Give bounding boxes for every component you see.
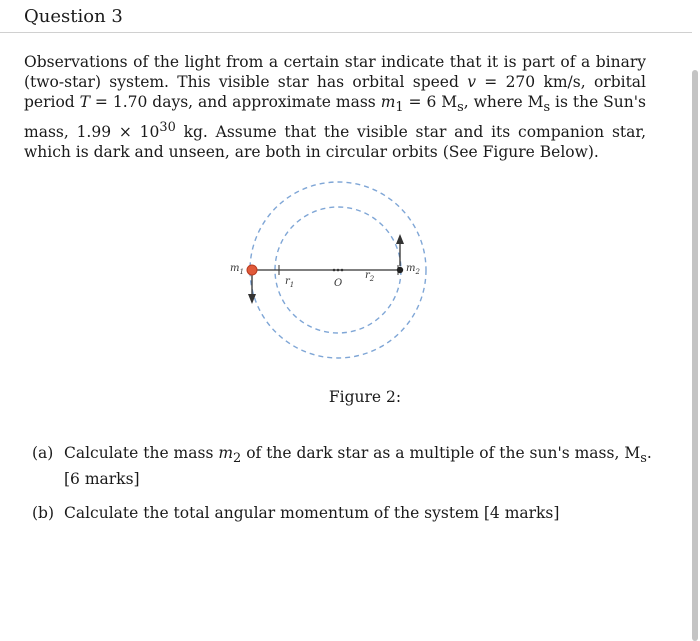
dark-star xyxy=(397,267,403,273)
sun-subscript: s xyxy=(457,100,464,116)
question-parts xyxy=(32,443,658,537)
label-r1-sub: 1 xyxy=(289,281,295,289)
part-a-text-before: Calculate the mass xyxy=(64,444,219,462)
t-symbol: T xyxy=(79,93,90,111)
part-b-text: Calculate the total angular momentum of the system [4 marks] xyxy=(64,504,560,523)
part-a-text-after: of the dark star as a multiple of the sun's mass, M xyxy=(241,444,641,462)
title-divider xyxy=(0,32,692,33)
part-b xyxy=(32,503,658,523)
label-m1 xyxy=(230,263,244,276)
binary-orbit-figure xyxy=(215,170,455,380)
label-center-o: O xyxy=(334,278,343,289)
v-value: = 270 km/s, orbital period xyxy=(24,73,647,111)
m1-symbol: m xyxy=(380,93,396,111)
part-a-subscript: 2 xyxy=(233,451,242,467)
m1-value: = 6 M xyxy=(403,93,458,111)
label-m2-sub: 2 xyxy=(415,268,420,276)
part-a-symbol: m xyxy=(218,444,234,462)
part-a-marks: . [6 marks] xyxy=(64,444,652,489)
part-b-label: (b) xyxy=(32,504,55,523)
problem-sentence-4: kg. Assume that the visible star and its companion star, which is dark and unseen, are both in circular orbits (See Figure Below). xyxy=(24,123,647,162)
label-r2-base: r xyxy=(365,270,370,281)
problem-sentence-1: Observations of the light from a certain star indicate that it is part of a binary (two-star) system. This visible star has orbital speed xyxy=(24,53,646,91)
label-m1-base: m xyxy=(230,263,240,274)
label-r1-base: r xyxy=(285,276,290,287)
figure-caption: Figure 2: xyxy=(328,388,402,406)
t-value: = 1.70 days, and approximate mass xyxy=(90,93,381,111)
problem-sentence-2: , where M xyxy=(463,93,544,111)
sun-subscript-2: s xyxy=(543,100,551,116)
label-m2 xyxy=(406,263,420,276)
part-a-text xyxy=(64,443,658,489)
label-m1-sub: 1 xyxy=(239,268,244,276)
label-r2-sub: 2 xyxy=(369,275,375,283)
part-a-label: (a) xyxy=(32,444,54,462)
label-r1 xyxy=(285,276,294,289)
v-symbol: v xyxy=(467,73,476,91)
exponent: 30 xyxy=(159,120,176,136)
center-mass-dot-2 xyxy=(337,269,340,272)
center-mass-dot-1 xyxy=(333,269,336,272)
problem-statement xyxy=(24,52,646,162)
vertical-scrollbar[interactable] xyxy=(692,70,698,641)
question-title: Question 3 xyxy=(24,6,123,27)
label-m2-base: m xyxy=(406,263,416,274)
dark-star-arrowhead xyxy=(396,234,404,244)
center-mass-dot-3 xyxy=(341,269,344,272)
part-a-sun-subscript: s xyxy=(640,451,647,467)
problem-sentence-3: is the Sun's mass, 1.99 × 10 xyxy=(24,93,646,142)
part-a xyxy=(32,443,658,489)
visible-star xyxy=(247,265,257,275)
m1-subscript: 1 xyxy=(395,100,404,116)
label-r2 xyxy=(365,270,375,283)
